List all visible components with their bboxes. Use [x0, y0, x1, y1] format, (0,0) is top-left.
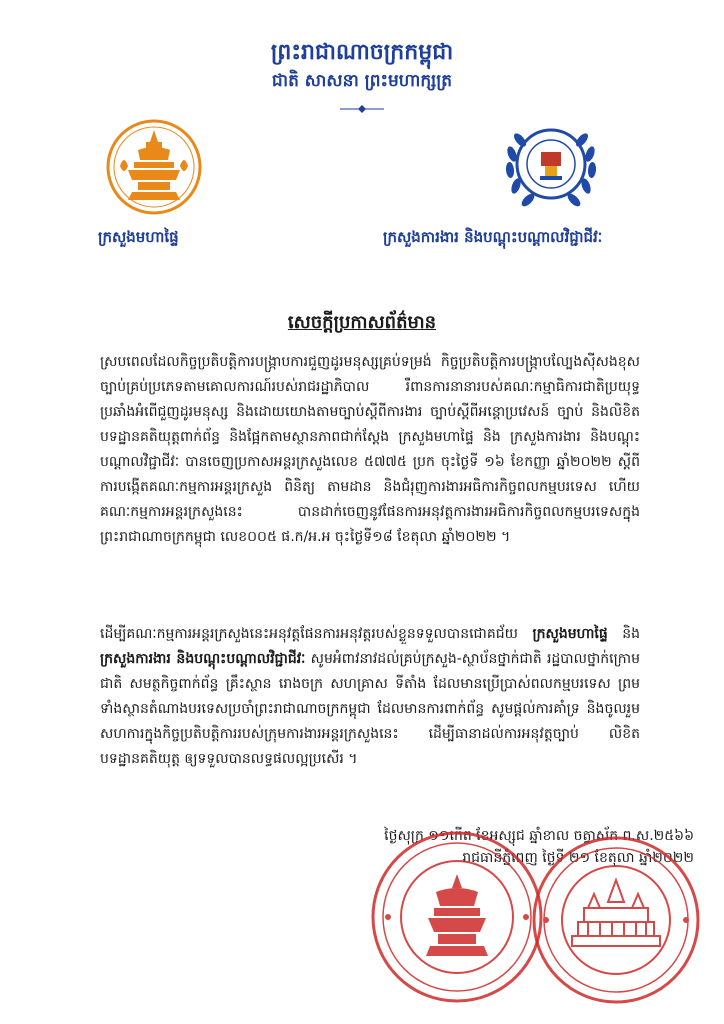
paragraph-2-text-c: សូមអំពាវនាវដល់គ្រប់ក្រសួង-ស្ថាប័នថ្នាក់ជាតិ រដ្ឋបាលថ្នាក់ក្រោមជាតិ សមត្ថកិច្ចពាក់ព័ន្ធ គ្រឹះស្ថាន រោងចក្រ សហគ្រាស ទីតាំង ដែលមានប្រើប្រាស់ពលកម្មបរទេស ព្រមទាំងស្ថានតំណាងបរទេសប្រចាំព្រះរាជាណាចក្រកម្ពុជា ដែលមានការពាក់ព័ន្ធ សូមផ្តល់ការគាំទ្រ និងចូលរួមសហការក្នុងកិច្ចប្រតិបត្តិការរបស់ក្រុមការងារអន្តរក្រសួងនេះ ដើម្បីធានាដល់ការអនុវត្តច្បាប់ លិខិតបទដ្ឋានគតិយុត្ត ឲ្យទទួលបានលទ្ធផលល្អប្រសើរ ។: [100, 651, 640, 767]
paragraph-2-text-b: និង: [607, 626, 640, 642]
paragraph-2-bold-a: ក្រសួងមហាផ្ទៃ: [532, 626, 608, 642]
ministry-labour-laurel-seal-icon: [496, 114, 606, 218]
paragraph-1: ស្របពេលដែលកិច្ចប្រតិបត្តិការបង្ក្រាបការជួញដូរមនុស្សគ្រប់ទម្រង់ កិច្ចប្រតិបត្តិការបង្ក្រាបល្បែងស៊ីសងខុសច្បាប់គ្រប់ប្រភេទតាមគោលការណ៍របស់រាជរដ្ឋាភិបាល រឺពានការនានារបស់គណៈកម្មាធិការជាតិប្រយុទ្ធប្រឆាំងអំពើជួញដូរមនុស្ស និងដោយយោងតាមច្បាប់ស្តីពីការងារ ច្បាប់ស្តីពីអន្តោប្រវេសន៍ ច្បាប់ និងលិខិតបទដ្ឋានគតិយុត្តពាក់ព័ន្ធ និងផ្អែកតាមស្ថានភាពជាក់ស្តែង ក្រសួងមហាផ្ទៃ និង ក្រសួងការងារ និងបណ្តុះបណ្តាលវិជ្ជាជីវៈ បានចេញប្រកាសអន្តរក្រសួងលេខ ៥៧៧៥ ប្រក ចុះថ្ងៃទី ១៦ ខែកញ្ញា ឆ្នាំ២០២២ ស្តីពីការបង្កើតគណៈកម្មការអន្តរក្រសួង ពិនិត្យ តាមដាន និងជំរុញការងារអធិការកិច្ចពលកម្មបរទេស ហើយគណៈកម្មការអន្តរក្រសួងនេះ បានដាក់ចេញនូវផែនការអនុវត្តការងារអធិការកិច្ចពលកម្មបរទេសក្នុងព្រះរាជាណាចក្រកម្ពុជា លេខ០០៥ ផ.ក/អ.អ ចុះថ្ងៃទី១៨ ខែតុលា ឆ្នាំ២០២២ ។: [100, 354, 640, 545]
ornament-divider-icon: [340, 104, 384, 114]
lunar-date-line: ថ្ងៃសុក្រ ១១កើត ខែអស្សុជ ឆ្នាំខាល ចត្វាស័ក ព.ស.២៥៦៦: [384, 828, 694, 844]
document-title: សេចក្តីប្រកាសព័ត៌មាន: [287, 312, 437, 333]
angkor-wat-red-stamp-icon: [528, 832, 704, 1008]
paragraph-2: [100, 622, 640, 772]
right-ministry-name: ក្រសួងការងារ និងបណ្តុះបណ្តាលវិជ្ជាជីវៈ: [383, 228, 603, 246]
royal-throne-seal-icon: [98, 118, 210, 216]
paragraph-2-text-a: ដើម្បីគណៈកម្មការអន្តរក្រសួងនេះអនុវត្តផែនការអនុវត្តរបស់ខ្លួនទទួលបានជោគជ័យ: [100, 626, 533, 642]
paragraph-2-bold-b: ក្រសួងការងារ និងបណ្តុះបណ្តាលវិជ្ជាជីវៈ: [100, 651, 306, 667]
national-motto-line2: ជាតិ សាសនា ព្រះមហាក្សត្រ: [271, 71, 453, 91]
national-motto-line1: ព្រះរាជាណាចក្រកម្ពុជា: [270, 40, 454, 65]
solar-date-line: រាជធានីភ្នំពេញ ថ្ងៃទី ២១ ខែតុលា ឆ្នាំ២០២២: [462, 850, 694, 866]
ministry-interior-red-stamp-icon: [368, 828, 546, 1006]
left-ministry-name: ក្រសួងមហាផ្ទៃ: [98, 228, 179, 246]
